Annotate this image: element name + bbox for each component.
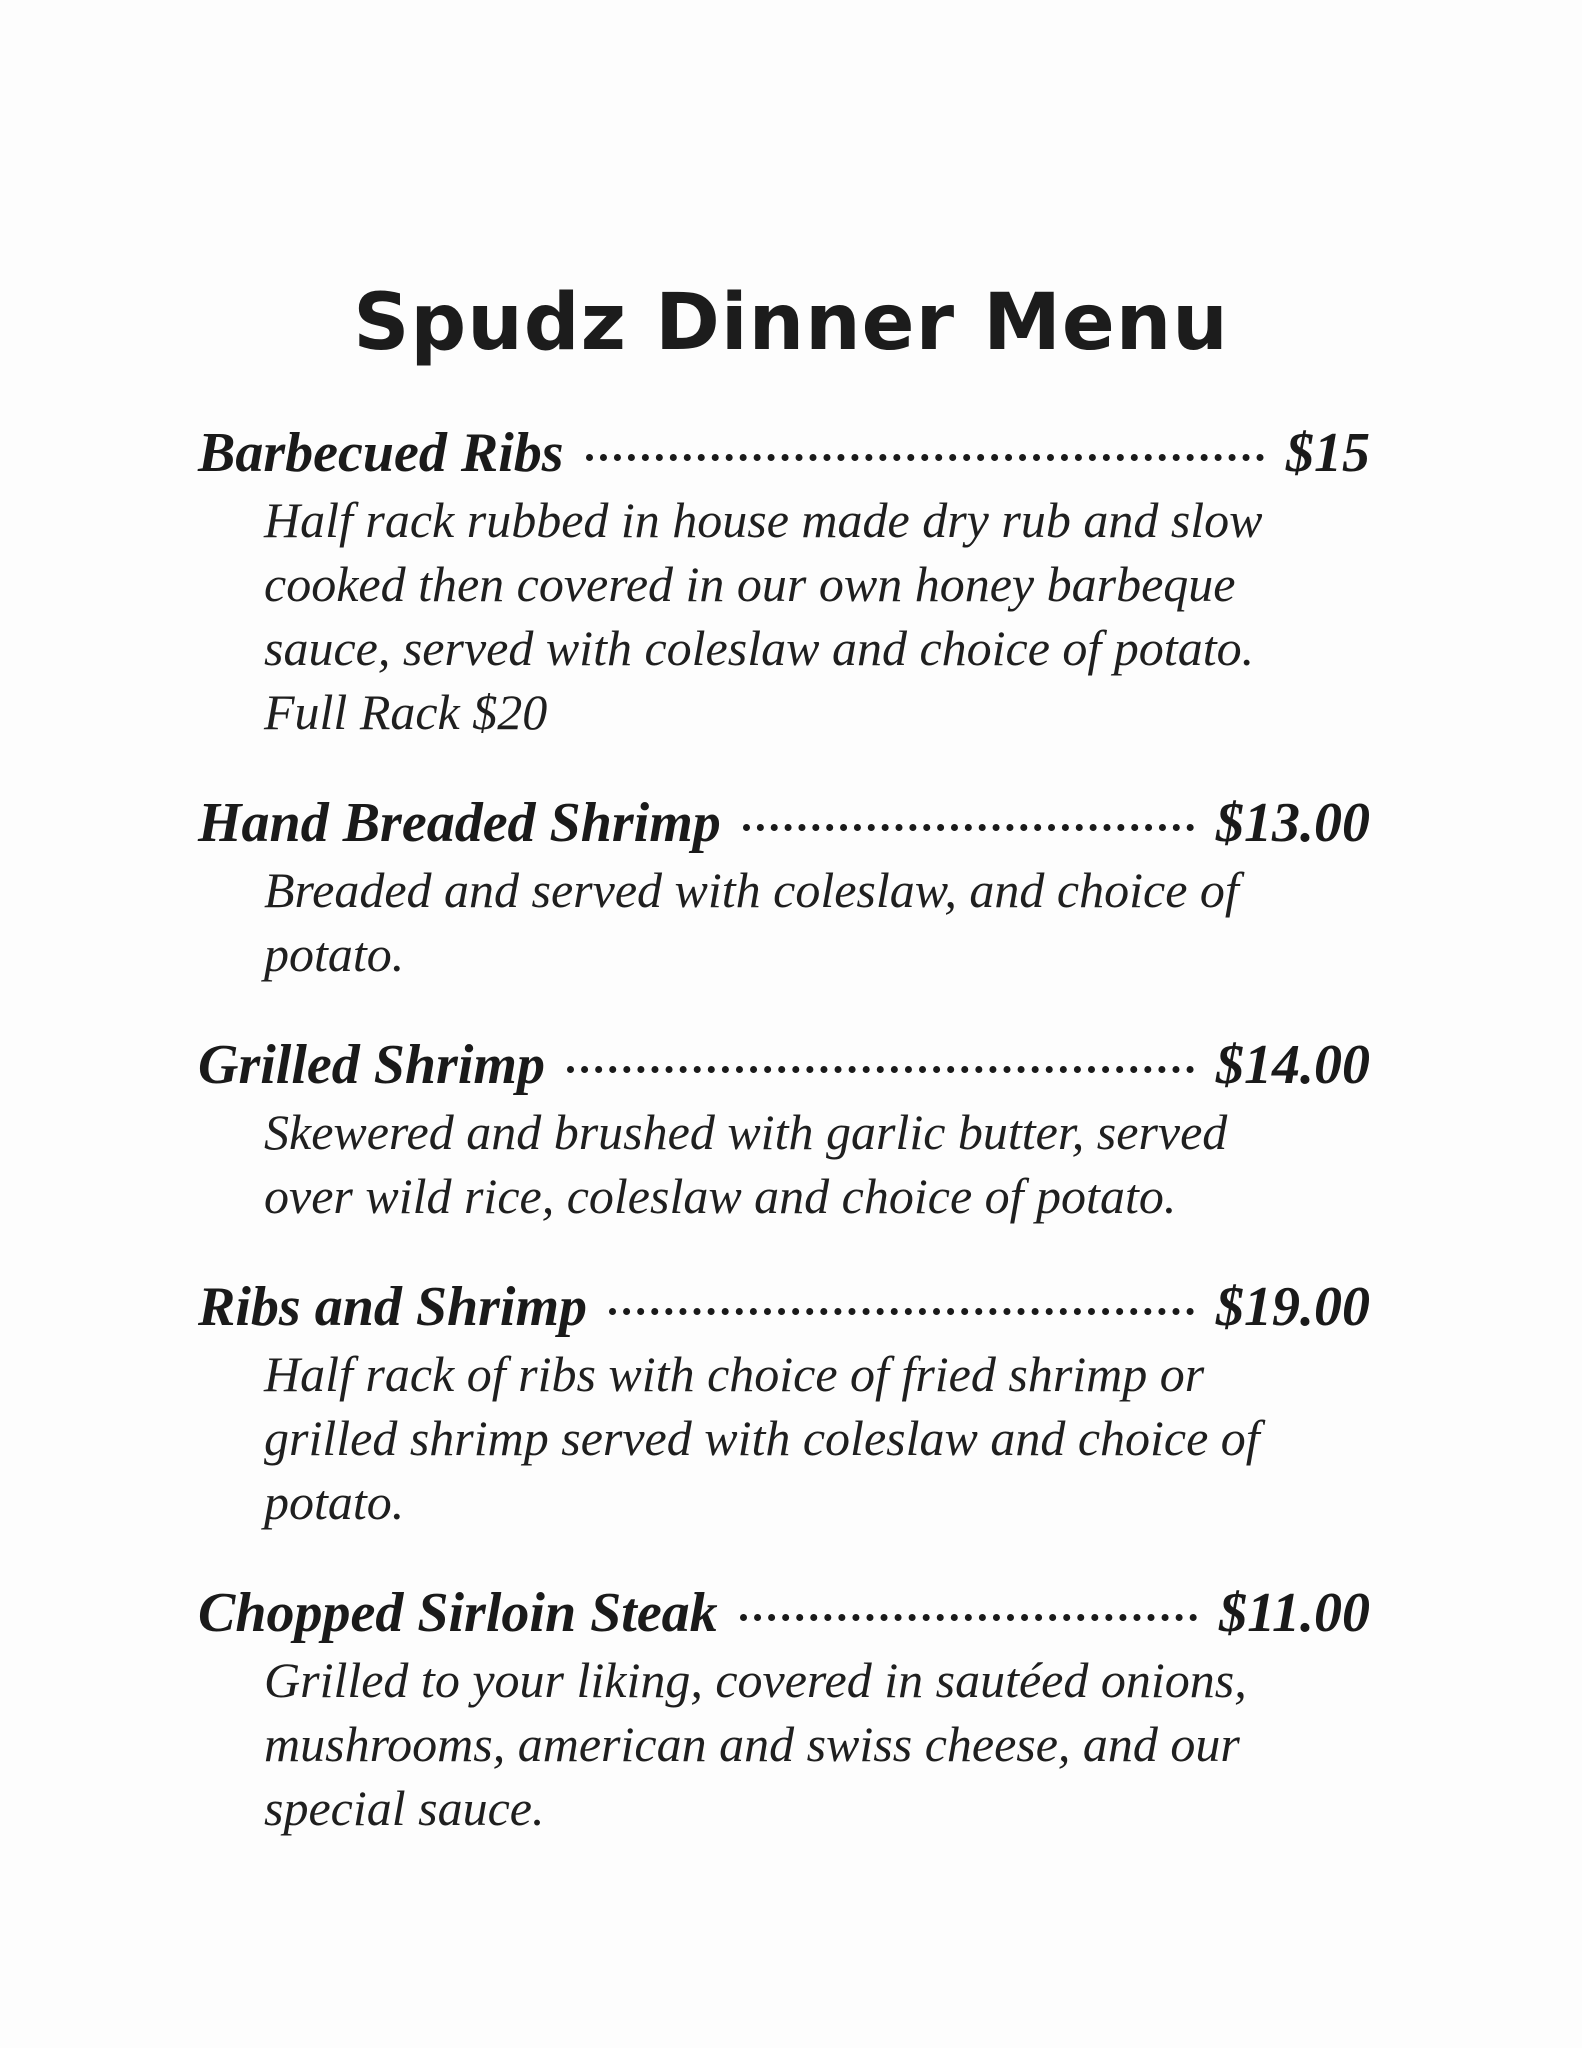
dot-leader [743,824,1194,831]
menu-item-header [198,418,1370,488]
menu-item-price: $13.00 [1216,792,1370,854]
menu-item-description: Half rack of ribs with choice of fried shrimp or grilled shrimp served with coleslaw and choice of potato. [264,1346,1260,1530]
menu-item [198,1030,1370,1228]
menu-item-description: Half rack rubbed in house made dry rub and slow cooked then covered in our own honey barbeque sauce, served with coleslaw and choice of potato. Full Rack $20 [264,492,1263,740]
menu-item-name: Grilled Shrimp [198,1034,545,1096]
dot-leader [567,1066,1194,1073]
menu-item-name: Hand Breaded Shrimp [198,792,721,854]
dot-leader [740,1614,1197,1621]
menu-item [198,788,1370,986]
menu-item-price: $19.00 [1216,1276,1370,1338]
menu-item-name: Ribs and Shrimp [198,1276,588,1338]
menu-item-description: Breaded and served with coleslaw, and choice of potato. [264,862,1239,982]
menu-item-name: Chopped Sirloin Steak [198,1582,718,1644]
menu-list [198,418,1370,1884]
menu-item [198,418,1370,744]
menu-item-header [198,788,1370,858]
menu-item-price: $11.00 [1219,1582,1370,1644]
menu-item-description: Grilled to your liking, covered in sautéed onions, mushrooms, american and swiss cheese, and our special sauce. [264,1652,1247,1836]
menu-item-price: $14.00 [1216,1034,1370,1096]
menu-item [198,1272,1370,1534]
menu-item-header [198,1030,1370,1100]
dot-leader [586,454,1264,461]
dot-leader [609,1308,1194,1315]
menu-item [198,1578,1370,1840]
menu-title: Spudz Dinner Menu [353,278,1229,368]
menu-item-header [198,1578,1370,1648]
menu-item-header [198,1272,1370,1342]
menu-item-price: $15 [1286,422,1370,484]
menu-item-description: Skewered and brushed with garlic butter, served over wild rice, coleslaw and choice of potato. [264,1104,1228,1224]
menu-item-name: Barbecued Ribs [198,422,564,484]
